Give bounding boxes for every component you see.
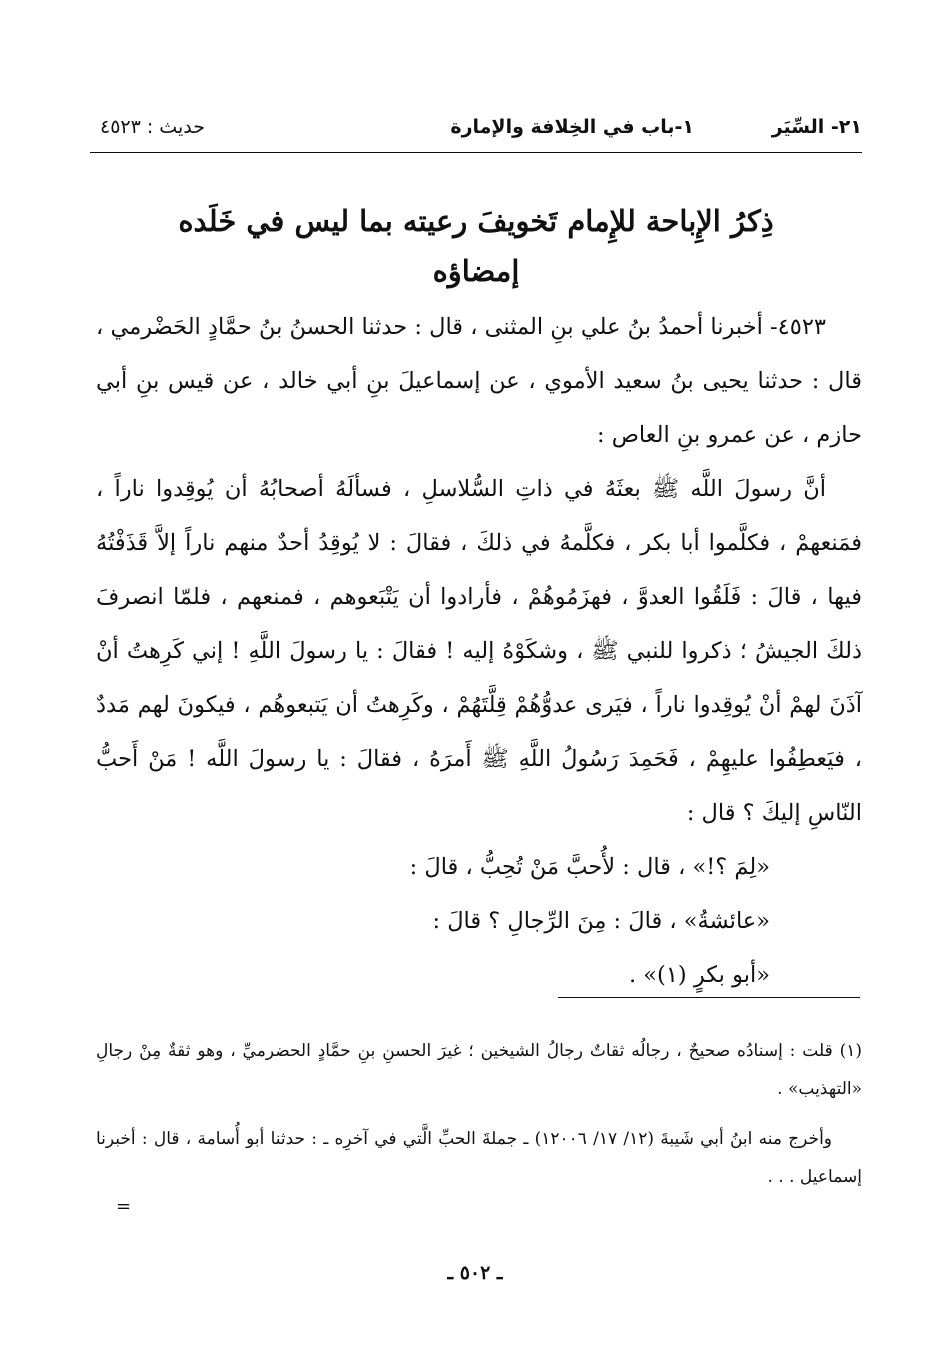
book-title: ٢١- السِّيَر bbox=[771, 116, 862, 138]
footnote-1: (١) قلت : إسنادُه صحيحٌ ، رجالُه ثقاتٌ رجالُ الشيخين ؛ غيرَ الحسنِ بنِ حمَّادٍ الحضرميِّ ، وهو ثقةٌ مِنْ رجالِ «التهذيب» . bbox=[96, 1041, 862, 1099]
footnote-1-continued: وأخرج منه ابنُ أبي شَيبةَ (١٢/ ١٧/ ١٢٠٠٦) ـ جملةَ الحبِّ الَّتي في آخرِه ـ : حدثنا أبو أُسامة ، قال : أخبرنا إسماعيل . . . bbox=[96, 1129, 862, 1187]
hadith-matn: أنَّ رسولَ اللَّه ﷺ بعثَهُ في ذاتِ السُّلاسلِ ، فسألَهُ أصحابُهُ أن يُوقِدوا ناراً ، فمَنعهمْ ، فكلَّموا أبا بكر ، فكلَّمهُ في ذلكَ ، فقالَ : لا يُوقِدُ أحدٌ منهم ناراً إلاَّ قَذَفْتُهُ فيها ، قالَ : فَلَقُوا العدوَّ ، فهزَمُوهُمْ ، فأرادوا أن يَتْبَعوهم ، فمنعهم ، فلمّا انصرفَ ذلكَ الجيشُ ؛ ذكروا للنبي ﷺ ، وشكَوْهُ إليه ! فقالَ : يا رسولَ اللَّهِ ! إني كَرِهتُ أنْ آذَنَ لهمْ أنْ يُوقِدوا ناراً ، فيَرى عدوُّهُمْ قِلَّتَهُمْ ، وكَرِهتُ أن يَتبعوهُم ، فيكونَ لهم مَددٌ ، فيَعطِفُوا عليهِمْ ، فَحَمِدَ رَسُولُ اللَّهِ ﷺ أَمرَهُ ، فقالَ : يا رسولَ اللَّه ! مَنْ أَحبُّ النّاسِ إليكَ ؟ قال : bbox=[96, 476, 862, 826]
section-title-line-1: ذِكرُ الإِباحة للإِمام تَخويفَ رعيته بما ليس في خَلَده bbox=[178, 204, 774, 238]
dialogue-line: «أبو بكرٍ (١)» . bbox=[628, 962, 770, 988]
section-title bbox=[90, 196, 862, 296]
hadith-isnad: ٤٥٢٣- أخبرنا أحمدُ بنُ علي بنِ المثنى ، قال : حدثنا الحسنُ بنُ حمَّادٍ الحَضْرمي ، قال : حدثنا يحيى بنُ سعيد الأموي ، عن إسماعيلَ بنِ أبي خالد ، عن قيس بنِ أبي حازم ، عن عمرو بنِ العاص : bbox=[96, 314, 862, 448]
header-divider bbox=[90, 152, 862, 153]
dialogue-line: «عائشةُ» ، قالَ : مِنَ الرِّجالِ ؟ قالَ : bbox=[432, 908, 770, 934]
footnotes bbox=[96, 1032, 862, 1208]
dialogue-line: «لِمَ ؟!» ، قال : لأُحبَّ مَنْ تُحِبُّ ، قالَ : bbox=[409, 854, 770, 880]
chapter-title: ١-باب في الخِلافة والإمارة bbox=[450, 116, 694, 138]
hadith-body bbox=[96, 300, 862, 1002]
page-number: ـ ٥٠٢ ـ bbox=[447, 1262, 503, 1284]
continuation-mark: = bbox=[116, 1196, 132, 1217]
footnote-divider bbox=[558, 997, 860, 998]
hadith-reference: حديث : ٤٥٢٣ bbox=[100, 116, 205, 138]
running-header bbox=[90, 112, 862, 144]
section-title-line-2: إمضاؤه bbox=[432, 254, 520, 288]
